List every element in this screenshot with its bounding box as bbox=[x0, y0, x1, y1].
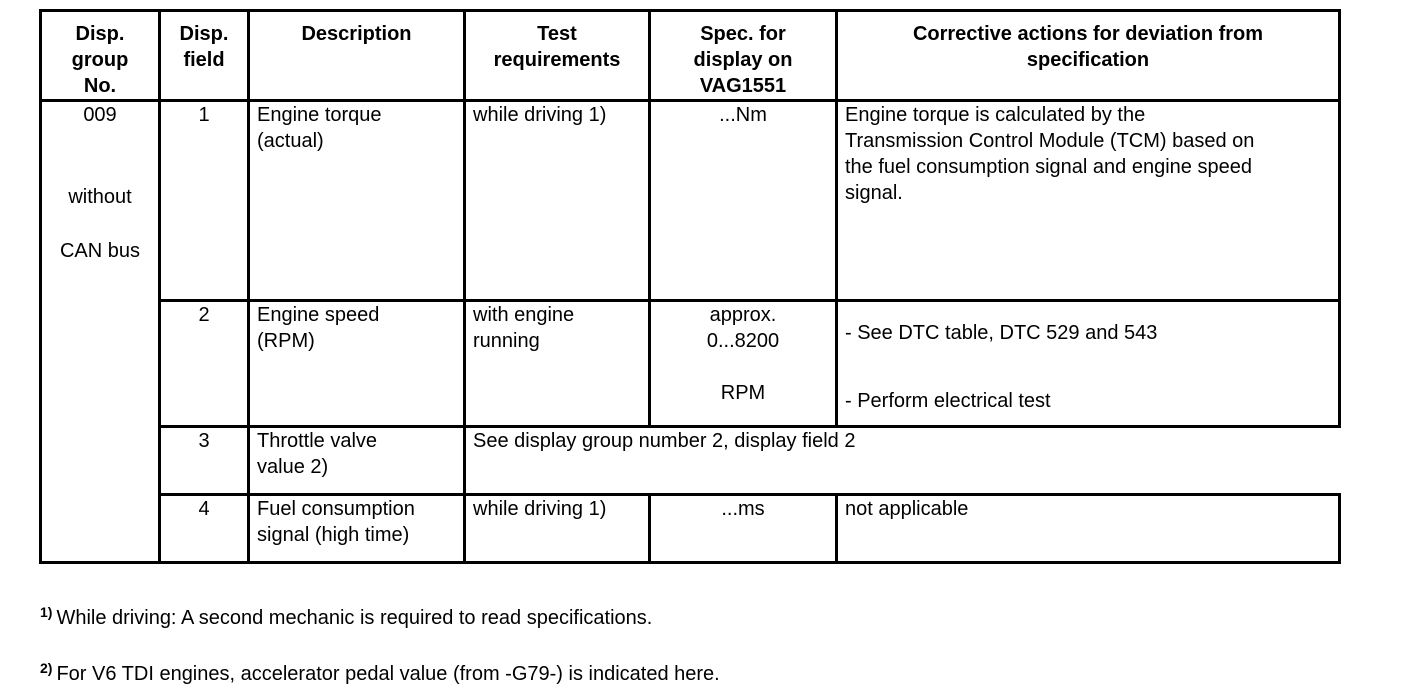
corrective-cell: not applicable bbox=[837, 495, 1340, 563]
spec-cell: ...ms bbox=[650, 495, 837, 563]
test-cell: while driving 1) bbox=[465, 101, 650, 301]
group-note-line1: without bbox=[68, 186, 132, 208]
header-test-requirements: Test requirements bbox=[465, 11, 650, 101]
group-note-line2: CAN bus bbox=[59, 240, 141, 262]
footnote-text: For V6 TDI engines, accelerator pedal value (from -G79-) is indicated here. bbox=[56, 663, 720, 685]
field-cell: 2 bbox=[160, 301, 249, 427]
merged-reference-cell: See display group number 2, display field 2 bbox=[465, 427, 1340, 495]
corrective-cell: - See DTC table, DTC 529 and 543 - Perform electrical test bbox=[837, 301, 1340, 427]
corrective-cell: Engine torque is calculated by the Transmission Control Module (TCM) based on the fuel consumption signal and engine speed signal. bbox=[837, 101, 1340, 301]
description-cell: Fuel consumption signal (high time) bbox=[249, 495, 465, 563]
table-row bbox=[41, 427, 1340, 495]
description-cell: Engine speed (RPM) bbox=[249, 301, 465, 427]
description-cell: Throttle valve value 2) bbox=[249, 427, 465, 495]
field-cell: 3 bbox=[160, 427, 249, 495]
footnote-1 bbox=[40, 600, 652, 630]
header-row bbox=[41, 11, 1340, 101]
header-corrective-actions: Corrective actions for deviation from specification bbox=[837, 11, 1340, 101]
footnote-mark: 2) bbox=[40, 660, 53, 676]
header-group-no: Disp. group No. bbox=[41, 11, 160, 101]
table-row bbox=[41, 101, 1340, 301]
display-group-table bbox=[39, 9, 1341, 564]
spec-cell: approx. 0...8200 RPM bbox=[650, 301, 837, 427]
description-cell: Engine torque (actual) bbox=[249, 101, 465, 301]
table-row bbox=[41, 301, 1340, 427]
spec-cell: ...Nm bbox=[650, 101, 837, 301]
test-cell: while driving 1) bbox=[465, 495, 650, 563]
header-spec: Spec. for display on VAG1551 bbox=[650, 11, 837, 101]
footnote-mark: 1) bbox=[40, 604, 53, 620]
group-number: 009 bbox=[83, 104, 117, 126]
table-row bbox=[41, 495, 1340, 563]
test-cell: with engine running bbox=[465, 301, 650, 427]
field-cell: 4 bbox=[160, 495, 249, 563]
footnote-2 bbox=[40, 656, 720, 686]
footnote-text: While driving: A second mechanic is required to read specifications. bbox=[56, 607, 653, 629]
header-field: Disp. field bbox=[160, 11, 249, 101]
header-description: Description bbox=[249, 11, 465, 101]
field-cell: 1 bbox=[160, 101, 249, 301]
display-group-cell bbox=[41, 101, 160, 563]
